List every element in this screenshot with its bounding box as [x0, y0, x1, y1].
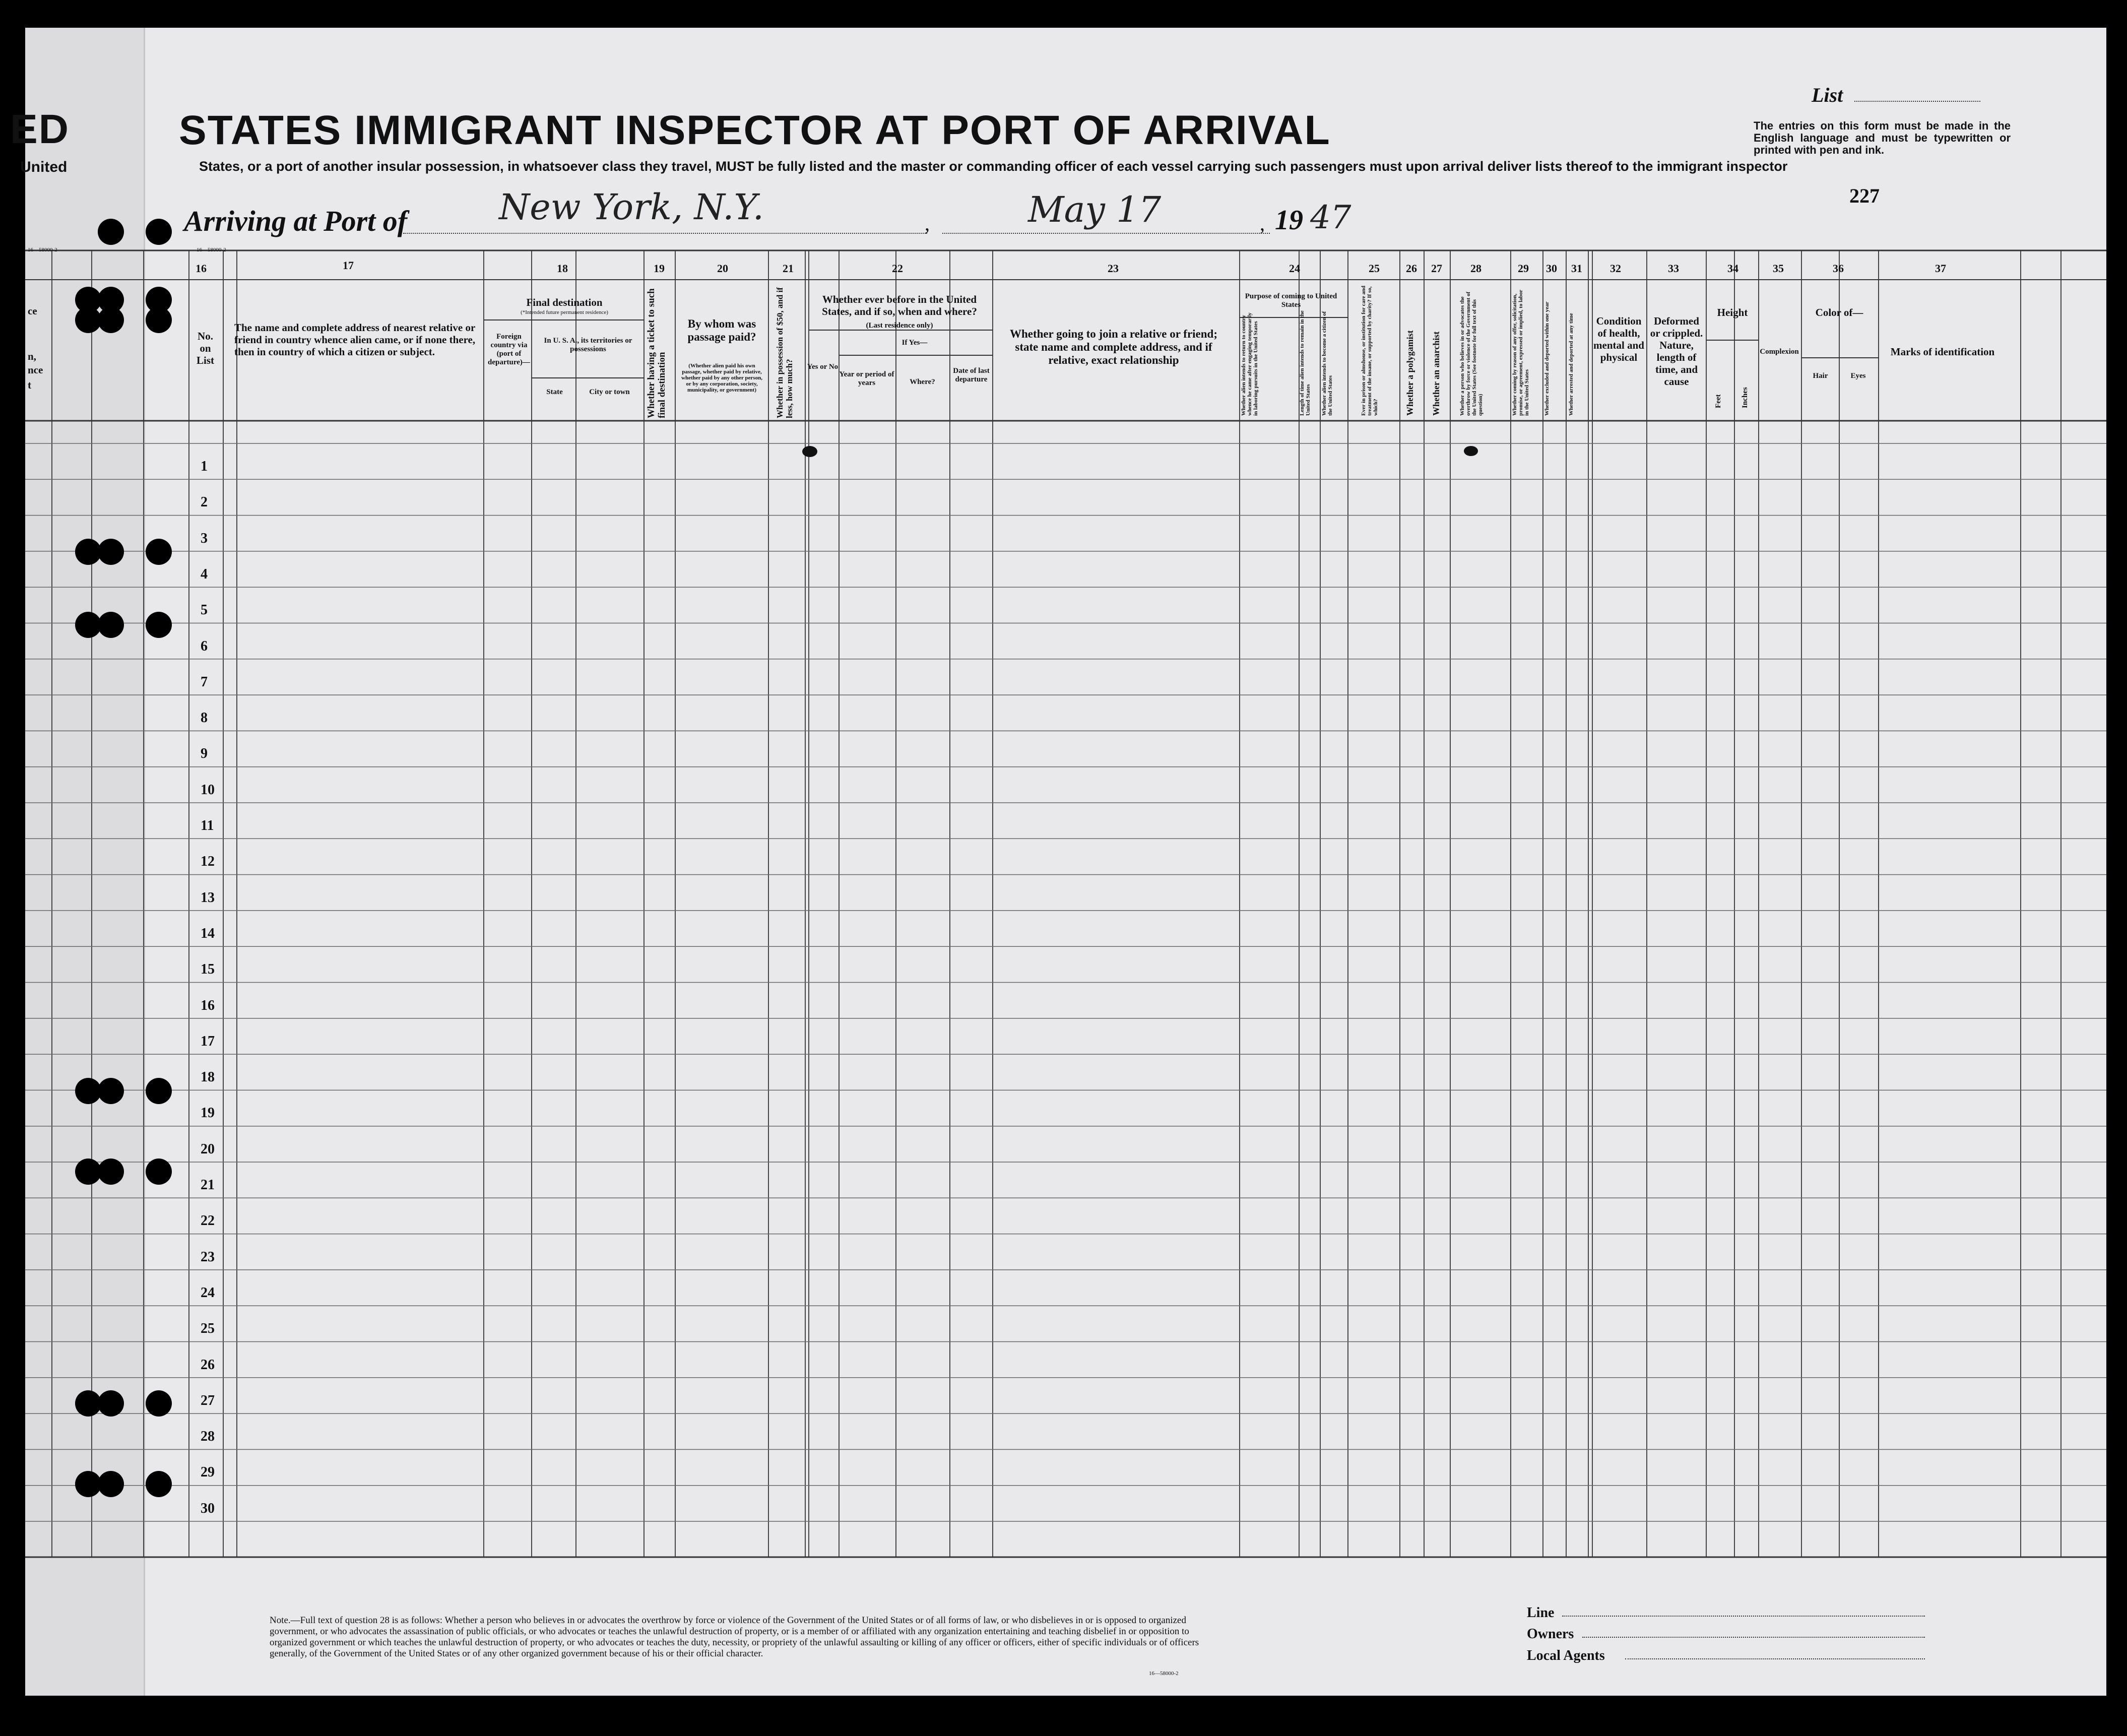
col-16-header: No. on List	[196, 330, 214, 366]
col-18-state: State	[546, 388, 563, 396]
col-num-33: 33	[1668, 262, 1679, 275]
col-28-header: Whether a person who believes in or advocates the overthrow by force or violence of the Government of the United States (See footnote for full text of this question)	[1459, 291, 1484, 416]
col-num-29: 29	[1518, 262, 1529, 275]
col-31-header: Whether arrested and deported at any time	[1568, 313, 1574, 416]
punch-hole	[146, 539, 172, 565]
left-fragment-3: nce	[28, 364, 43, 376]
left-fragment-2: n,	[28, 350, 36, 362]
col-num-27: 27	[1431, 262, 1442, 275]
year-prefix: 19	[1275, 205, 1303, 236]
col-22-where: Where?	[910, 378, 935, 386]
line-blank	[1562, 1616, 1925, 1617]
col-18-header: Final destination	[526, 296, 603, 308]
port-handwritten: New York, N.Y.	[499, 186, 764, 228]
row-number: 6	[201, 638, 208, 654]
col-num-21: 21	[783, 262, 794, 275]
col-num-31: 31	[1571, 262, 1582, 275]
row-number: 15	[201, 961, 215, 978]
col-22-header: Whether ever before in the United States, and if so, when and where?	[822, 293, 977, 317]
col-num-23: 23	[1108, 262, 1119, 275]
col-18-foreign: Foreign country via (port of departure)—	[488, 333, 530, 366]
row-number: 30	[201, 1500, 215, 1516]
form-subtitle: States, or a port of another insular possession, in whatsoever class they travel, MUST be fully listed and the master or commanding officer of each vessel carrying such passengers must upon arrival deliver lists thereof to the immigrant inspector	[199, 159, 1788, 174]
col-30-header: Whether excluded and deported within one year	[1544, 301, 1550, 416]
punch-hole	[146, 612, 172, 638]
row-number: 1	[201, 459, 208, 474]
row-number: 28	[201, 1429, 215, 1445]
row-number: 13	[201, 889, 215, 906]
col-num-34: 34	[1727, 262, 1738, 275]
row-number: 21	[201, 1177, 215, 1193]
agents-blank	[1625, 1658, 1925, 1659]
punch-hole	[146, 1390, 172, 1417]
col-22-yesno: Yes or No	[807, 363, 839, 371]
row-number: 10	[201, 782, 215, 798]
footnote-text: Note.—Full text of question 28 is as follows: Whether a person who believes in or advocates the overthrow by force or violence of the Government of the United States or of all forms of law, or who disbelieves in or is opposed to organized government, or who advocates the assassination of public officials, or who advocates or teaches the unlawful destruction of property, or is a member of or affiliated with any organization entertaining and teaching disbelief in or opposition to organized government or which teaches the unlawful destruction of property, or who advocates or teaches the duty, necessity, or propriety of the unlawful assaulting or killing of any officer or officers, either of specific individuals or of officers generally, of the Government of the United States or of any other organized government because of his or their official character.	[270, 1615, 1199, 1659]
row-number: 8	[201, 710, 208, 726]
col-num-35: 35	[1773, 262, 1784, 275]
col-22-ifyes: If Yes—	[901, 339, 928, 347]
col-33-header: Deformed or crippled. Nature, length of time, and cause	[1650, 315, 1703, 388]
col-23-header: Whether going to join a relative or friend; state name and complete address, and if relative, exact relationship	[1009, 328, 1218, 366]
row-number: 14	[201, 925, 215, 941]
punch-hole	[98, 219, 124, 245]
owners-label: Owners	[1527, 1626, 1574, 1642]
date-handwritten: May 17	[1028, 189, 1162, 230]
form-code-left: 16—58000-2	[28, 247, 57, 253]
col-34-inches: Inches	[1741, 387, 1749, 408]
col-17-header: The name and complete address of nearest relative or friend in country whence alien came, or if none there, then in country of which a citizen or subject.	[234, 322, 476, 358]
col-num-26: 26	[1406, 262, 1417, 275]
col-num-37: 37	[1935, 262, 1946, 275]
left-fragment-4: t	[28, 379, 31, 391]
ink-smudge	[802, 446, 817, 457]
col-num-28: 28	[1470, 262, 1481, 275]
col-18-city: City or town	[589, 388, 630, 396]
ink-smudge	[1464, 446, 1478, 456]
row-number: 20	[201, 1141, 215, 1157]
col-21-header: Whether in possession of $50, and if less, how much?	[775, 287, 794, 418]
col-22-note: (Last residence only)	[866, 322, 933, 330]
col-num-17: 17	[343, 259, 354, 272]
col-num-22: 22	[892, 262, 903, 275]
col-num-16: 16	[196, 262, 207, 275]
col-36-eyes: Eyes	[1850, 372, 1866, 380]
punch-hole	[98, 307, 124, 333]
row-number: 18	[201, 1069, 215, 1085]
col-num-32: 32	[1610, 262, 1621, 275]
col-num-36: 36	[1833, 262, 1844, 275]
left-page-fragment-ed: ED	[10, 106, 70, 152]
col-num-25: 25	[1369, 262, 1380, 275]
row-number: 2	[201, 494, 208, 510]
print-code: 16—58000-2	[1149, 1670, 1179, 1677]
punch-hole	[98, 612, 124, 638]
punch-hole	[98, 1390, 124, 1417]
punch-hole	[146, 307, 172, 333]
col-19-header: Whether having a ticket to such final destination	[646, 288, 667, 418]
col-34-feet: Feet	[1714, 394, 1722, 408]
col-35-header: Complexion	[1760, 348, 1799, 356]
col-22-date: Date of last departure	[953, 367, 990, 383]
date-blank-line	[942, 233, 1270, 234]
punch-hole	[98, 1078, 124, 1104]
page-number: 227	[1849, 184, 1880, 207]
port-blank-line	[403, 233, 927, 234]
year-handwritten: 47	[1310, 199, 1351, 236]
left-fragment-1: ce	[28, 305, 37, 317]
row-number: 16	[201, 997, 215, 1013]
col-24-header: Purpose of coming to United States	[1245, 292, 1337, 309]
punch-hole	[146, 1078, 172, 1104]
col-num-24: 24	[1289, 262, 1300, 275]
row-number: 7	[201, 674, 208, 690]
row-number: 24	[201, 1284, 215, 1301]
col-18-note: (*Intended future permanent residence)	[521, 309, 608, 315]
row-number: 9	[201, 746, 208, 762]
row-number: 11	[201, 818, 214, 833]
row-number: 5	[201, 602, 208, 618]
punch-hole	[146, 219, 172, 245]
col-24-sub-b: Length of time alien intends to remain in the United States	[1299, 310, 1311, 416]
row-number: 26	[201, 1357, 215, 1373]
row-number: 22	[201, 1213, 215, 1229]
punch-hole	[146, 1159, 172, 1185]
comma-separator-2: ,	[1260, 212, 1265, 235]
row-number: 19	[201, 1105, 215, 1121]
col-37-header: Marks of identification	[1890, 346, 1995, 358]
form-code-mid: 16—58000-2	[197, 247, 226, 253]
col-29-header: Whether coming by reason of any offer, solicitation, promise, or agreement, expressed or implied, to labor in the United States	[1512, 290, 1530, 416]
local-agents-label: Local Agents	[1527, 1648, 1605, 1663]
col-24-sub-c: Whether alien intends to become a citizen of the United States	[1321, 311, 1333, 416]
instructions-text: The entries on this form must be made in the English language and must be typewritten or printed with pen and ink.	[1754, 119, 2011, 156]
col-25-header: Ever in prison or almshouse, or institution for care and treatment of the insane, or supported by charity? If so, which?	[1361, 285, 1379, 416]
col-36-hair: Hair	[1813, 372, 1828, 380]
col-num-19: 19	[654, 262, 665, 275]
col-22-year: Year or period of years	[839, 370, 894, 387]
owners-blank	[1582, 1637, 1925, 1638]
col-27-header: Whether an anarchist	[1431, 331, 1441, 416]
col-34-header: Height	[1717, 306, 1748, 318]
col-36-header: Color of—	[1815, 306, 1863, 318]
line-label: Line	[1527, 1605, 1555, 1621]
col-num-18: 18	[557, 262, 568, 275]
col-26-header: Whether a polygamist	[1405, 330, 1415, 416]
punch-hole	[98, 539, 124, 565]
col-20-header: By whom was passage paid?	[687, 317, 756, 343]
row-number: 12	[201, 854, 215, 870]
row-number: 4	[201, 566, 208, 582]
arriving-port-label: Arriving at Port of	[184, 205, 408, 237]
form-title: STATES IMMIGRANT INSPECTOR AT PORT OF ARRIVAL	[179, 107, 1331, 153]
col-32-header: Condition of health, mental and physical	[1593, 315, 1644, 363]
row-number: 17	[201, 1033, 215, 1049]
row-number: 27	[201, 1392, 215, 1408]
comma-separator: ,	[925, 212, 930, 235]
row-number: 3	[201, 530, 208, 546]
left-page-fragment-united: United	[20, 159, 68, 175]
list-label: List	[1812, 84, 1843, 106]
col-num-20: 20	[717, 262, 728, 275]
col-18-usa: In U. S. A., its territories or possessions	[544, 337, 632, 353]
row-number: 29	[201, 1464, 215, 1481]
list-blank-line	[1854, 101, 1980, 102]
col-24-sub-a: Whether alien intends to return to country whence he came after engaging temporarily in laboring pursuits in the United States	[1241, 312, 1259, 416]
punch-hole	[98, 1471, 124, 1497]
punch-hole	[146, 1471, 172, 1497]
row-number: 23	[201, 1249, 215, 1265]
col-num-30: 30	[1546, 262, 1557, 275]
punch-hole	[98, 1159, 124, 1185]
col-20-note: (Whether alien paid his own passage, whether paid by relative, whether paid by any other person, or by any corporation, society, municipality, or government)	[681, 363, 762, 393]
row-number: 25	[201, 1321, 215, 1337]
